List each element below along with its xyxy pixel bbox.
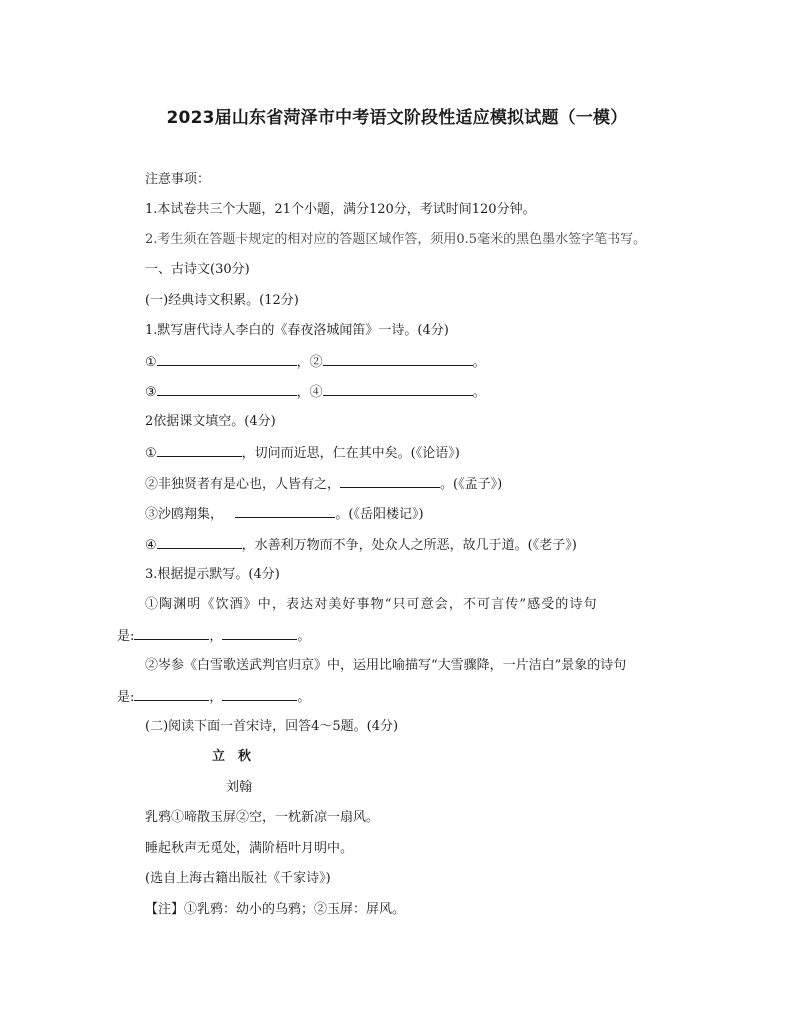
- notes-item-2: 2.考生须在答题卡规定的相对应的答题区域作答，须用0.5毫米的黑色墨水签字笔书写。: [145, 232, 647, 247]
- answer-blank: [134, 688, 209, 701]
- page-title: 2023届山东省菏泽市中考语文阶段性适应模拟试题（一模）: [166, 108, 628, 128]
- poem-line-1: 乳鸦①啼散玉屏②空，一枕新凉一扇风。: [145, 810, 380, 825]
- answer-blank: [340, 475, 440, 488]
- answer-blank: [235, 505, 335, 518]
- answer-blank: [222, 688, 297, 701]
- item-text: ，水善利万物而不争，处众人之所恶，故几于道。(《老子》): [241, 538, 577, 553]
- poem-title: 立 秋: [212, 749, 252, 764]
- item-text: ③沙鸥翔集，: [145, 507, 224, 522]
- subsection-1-heading: (一)经典诗文积累。(12分): [145, 293, 299, 308]
- question-3-item-a-line-2: [117, 627, 310, 646]
- answer-blank: [157, 383, 297, 396]
- item-end: 。(《岳阳楼记》): [335, 507, 424, 522]
- line-end: 。: [297, 629, 311, 644]
- question-3-item-b-line-2: [117, 688, 310, 707]
- answer-blank: [134, 627, 209, 640]
- line-end: 。: [297, 690, 311, 705]
- answer-marker: ①: [145, 355, 157, 370]
- answer-marker: ，②: [296, 355, 323, 370]
- answer-blank: [157, 353, 297, 366]
- separator: ，: [209, 629, 223, 644]
- item-text: ②非独贤者有是心也，人皆有之，: [145, 477, 341, 492]
- question-2-item-d: [145, 536, 577, 555]
- answer-blank: [323, 353, 473, 366]
- subsection-2-heading: (二)阅读下面一首宋诗，回答4～5题。(4分): [145, 719, 399, 734]
- answer-blank: [323, 383, 473, 396]
- question-3-item-a-line-1: ①陶渊明《饮酒》中，表达对美好事物“只可意会，不可言传”感受的诗句: [145, 597, 598, 612]
- section-1-heading: 一、古诗文(30分): [145, 262, 250, 277]
- notes-heading: 注意事项：: [145, 172, 211, 187]
- question-2-prompt: 2依据课文填空。(4分): [145, 414, 276, 429]
- question-2-item-a: [145, 444, 460, 463]
- answer-blank: [157, 444, 242, 457]
- item-end: 。(《孟子》): [440, 477, 503, 492]
- answer-marker: ③: [145, 385, 157, 400]
- question-1-row-2: [145, 383, 486, 402]
- question-2-item-c: [145, 505, 424, 524]
- notes-item-1: 1.本试卷共三个大题，21个小题，满分120分，考试时间120分钟。: [145, 202, 536, 217]
- poem-note: 【注】①乳鸦：幼小的乌鸦；②玉屏：屏风。: [145, 902, 406, 917]
- answer-marker: ④: [145, 538, 157, 553]
- answer-marker: ，④: [296, 385, 323, 400]
- question-1-row-1: [145, 353, 486, 372]
- line-end: 。: [472, 385, 486, 400]
- poem-author: 刘翰: [226, 780, 253, 795]
- line-end: 。: [472, 355, 486, 370]
- poem-line-2: 睡起秋声无觅处，满阶梧叶月明中。: [145, 841, 354, 856]
- item-text: 是:: [117, 629, 135, 644]
- answer-marker: ①: [145, 446, 157, 461]
- item-text: 是:: [117, 690, 135, 705]
- question-3-prompt: 3.根据提示默写。(4分): [145, 567, 280, 582]
- item-text: ，切问而近思，仁在其中矣。(《论语》): [241, 446, 460, 461]
- question-2-item-b: [145, 475, 502, 494]
- separator: ，: [209, 690, 223, 705]
- answer-blank: [222, 627, 297, 640]
- poem-source: (选自上海古籍出版社《千家诗》): [145, 871, 331, 886]
- question-1-prompt: 1.默写唐代诗人李白的《春夜洛城闻笛》一诗。(4分): [145, 323, 449, 338]
- question-3-item-b-line-1: ②岑参《白雪歌送武判官归京》中，运用比喻描写“大雪骤降，一片洁白”景象的诗句: [145, 658, 627, 673]
- answer-blank: [157, 536, 242, 549]
